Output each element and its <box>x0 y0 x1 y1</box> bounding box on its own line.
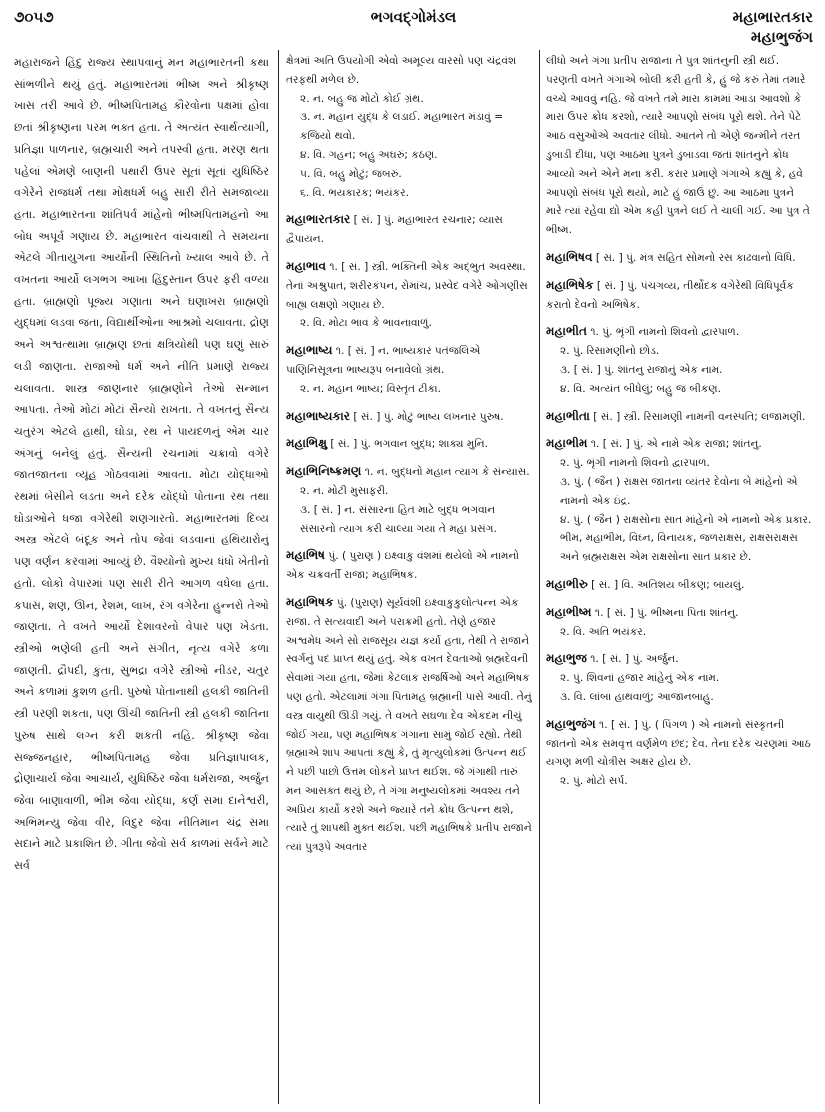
entry-sense: ૨. ન. બહુ જ મોટો કોઈ ગ્રંથ. <box>300 92 424 105</box>
entry-sense: ૨. પું. રિસામણીનો છોડ. <box>560 345 660 358</box>
dictionary-entry <box>546 603 812 642</box>
entry-headword: મહાભિષવ <box>546 249 593 264</box>
page-header <box>14 6 813 46</box>
entry-headword: મહાભિક્ષુ <box>286 436 327 451</box>
entry-headword: મહાભીષ્મ <box>546 604 592 619</box>
entry-sense: ૨. ન. મોટી મુસાફરી. <box>300 484 389 497</box>
dictionary-entry <box>286 434 534 454</box>
entry-headword: મહાભાવ <box>286 258 326 273</box>
entry-headword: મહાભાષ્યકાર <box>286 408 351 423</box>
dictionary-entry <box>286 52 534 202</box>
entry-headword: મહાભીતા <box>546 408 590 423</box>
entry-sense: [ સં. ] પું. પંચગવ્ય, તીર્થોદક વગેરેથી વિધિપૂર્વક કરાતો દેવનો અભિષેક. <box>546 279 794 311</box>
entry-headword: મહાભારતકાર <box>286 212 351 227</box>
entry-sense: [ સં. ] પું. મહાભારત રચનાર; વ્યાસ દ્વૈપાયન. <box>286 214 503 246</box>
column-rule <box>539 50 540 1104</box>
dictionary-entry <box>546 52 812 240</box>
dictionary-entry <box>546 575 812 595</box>
entry-sense: ૬. વિ. ભયકારક; ભયંકર. <box>300 186 409 199</box>
column-2 <box>286 52 534 1104</box>
entry-sense: ૧. [ સં. ] પું. એ નામે એક રાજા; શાંતનુ. <box>590 438 762 451</box>
entry-sense: ૨. વિ. મોટા ભાવ કે ભાવનાવાળું. <box>300 317 432 330</box>
entry-sense: ૪. વિ. અત્યંત બીધેલું; બહુ જ બીકણ. <box>560 382 721 395</box>
entry-sense: ૧. ન. બુદ્ધનો મહાન ત્યાગ કે સંન્યાસ. <box>364 466 530 479</box>
entry-sense: ૩. [ સં. ] પું. શાંતનુ રાજાનું એક નામ. <box>560 363 723 376</box>
entry-sense: ૧. [ સં. ] સ્ત્રી. ભક્તિની એક અદ્ભુત અવસ્થા. તેનાં અશ્રુપાત, શરીરકંપન, રોમાંચ, પ્રસ્વેદ વગેરે ઓગણીસ બાહ્ય લક્ષણો ગણાય છે. <box>286 260 528 311</box>
entry-sense: [ સં. ] સ્ત્રી. રિસામણી નામની વનસ્પતિ; લજામણી. <box>593 410 806 423</box>
entry-headword: મહાભિષેક <box>546 277 594 292</box>
entry-sense: ૨. પું. મોટો સર્પ. <box>560 775 628 788</box>
dictionary-entry <box>286 257 534 333</box>
entry-sense: ૩. [ સં. ] ન. સંસારના હિત માટે બુદ્ધ ભગવાન સંસારનો ત્યાગ કરી ચાલ્યા ગયા તે મહા પ્રસંગ. <box>300 503 497 535</box>
entry-headword: મહાભિષ <box>286 548 325 563</box>
entry-sense: ક્ષેત્રમાં અતિ ઉપયોગી એવો અમૂલ્ય વારસો પણ ચંદ્રવંશ તરફથી મળેલ છે. <box>286 55 517 86</box>
entry-sense: ૧. [ સં. ] ન. ભાષ્યકાર પતંજલિએ પાણિનિસૂત્રના ભાષ્યરૂપ બનાવેલો ગ્રંથ. <box>286 345 481 376</box>
page-number: ૭૦૫૭ <box>14 8 54 26</box>
book-title: ભગવદ્ગોમંડલ <box>370 8 457 26</box>
entry-headword: મહાભુજંગ <box>546 716 596 731</box>
dictionary-entry <box>546 276 812 315</box>
entry-headword: મહાભીમ <box>546 436 588 451</box>
entry-sense: [ સં. ] પું. ભગવાન બુદ્ધ; શાક્ય મુનિ. <box>330 438 488 451</box>
dictionary-entry <box>546 649 812 706</box>
entry-sense: ૧. પું. ભૃંગી નામનો શિવનો દ્વારપાળ. <box>590 326 740 339</box>
entry-sense: ૧. [ સં. ] પું. ભીષ્મના પિતા શાંતનુ. <box>594 606 739 619</box>
entry-headword: મહાભુજ <box>546 651 587 666</box>
column-3 <box>546 52 812 1104</box>
entry-sense: ૨. વિ. અતિ ભયંકર. <box>560 625 647 638</box>
entry-sense: ૧. [ સં. ] પું. અર્જુન. <box>590 653 679 666</box>
dictionary-entry <box>546 407 812 427</box>
entry-headword: મહાભીત <box>546 324 587 339</box>
entry-headword: મહાભીરુ <box>546 576 588 591</box>
dictionary-entry <box>286 407 534 427</box>
entry-sense: ૪. વિ. ગહન; બહુ અઘરું; કઠણ. <box>300 148 438 161</box>
dictionary-entry <box>286 341 534 398</box>
entry-sense: ૨. પું. ભૃંગી નામનો શિવનો દ્વારપાળ. <box>560 457 710 470</box>
entry-sense: ૫. વિ. બહુ મોટું; જબરું. <box>300 167 402 180</box>
entry-sense: પું. (પુરાણ) સૂર્યવંશી ઇક્ષ્વાકુકુલોત્પન્ન એક રાજા. તે સત્યવાદી અને પરાક્રમી હતો. તેણે હજાર અશ્વમેધ અને સો રાજસૂય યજ્ઞ કર્યા હતા, તેથી તે રાજાને સ્વર્ગનું પદ પ્રાપ્ત થયું હતું. એક વખત દેવતાઓ બ્રહ્મદેવની સેવામાં ગયા હતા, જેમાં કેટલાક રાજર્ષિઓ અને મહાભિષક પણ હતો. એટલામાં ગંગા પિતામહ બ્રહ્માની પાસે આવી. તેનું વસ્ત્ર વાયુથી ઊડી ગયું. તે વખતે સઘળા દેવ એકદમ નીચું જોઈ ગયા, પણ મહાભિષક ગંગાના સામું જોઈ રહ્યો. તેથી બ્રહ્માએ શાપ આપતાં કહ્યું કે, તું મૃત્યુલોકમાં ઉત્પન્ન થઈ ને પછી પાછો ઉત્તમ લોકને પ્રાપ્ત થઈશ. જે ગંગાથી તારું મન આસક્ત થયું છે, તે ગંગા મનુષ્યલોકમાં અવશ્ય તને અપ્રિય કાર્યો કરશે અને જ્યારે તને ક્રોધ ઉત્પન્ન થશે, ત્યારે તું શાપથી મુક્ત થઈશ. પછી મહાભિષકે પ્રતીપ રાજાને ત્યાં પુત્રરૂપે અવતાર <box>286 596 532 854</box>
continued-entry-text: મહારાજને હિંદુ રાજ્ય સ્થાપવાનું મન મહાભારતની કથા સાંભળીને થયું હતું. મહાભારતમાં ભીષ્મ અને શ્રીકૃષ્ણ ખાસ તરી આવે છે. ભીષ્મપિતામહ કૌરવોના પક્ષમાં હોવા છતાં શ્રીકૃષ્ણના પરમ ભક્ત હતા. તે અત્યંત સ્વાર્થત્યાગી, પ્રતિજ્ઞા પાળનાર, બ્રહ્મચારી અને તપસ્વી હતા. મરણ થતા પહેલાં એમણે બાણની પથારી ઉપર સૂતાં સૂતાં યુધિષ્ઠિર વગેરેને રાજધર્મ તથા મોક્ષધર્મ બહુ સારી રીતે સમજાવ્યા હતા. મહાભારતના શાંતિપર્વ માંહેનો ભીષ્મપિતામહનો આ બોધ અપૂર્વ ગણાય છે. મહાભારત વાંચવાથી તે સમયના એટલે ગીતાયુગના આર્યોની સ્થિતિનો ખ્યાલ આવે છે. તે વખતના આર્યો લગભગ આખા હિંદુસ્તાન ઉપર ફરી વળ્યા હતા. બ્રાહ્મણો પૂજ્ય ગણાતા અને ઘણાખરા બ્રાહ્મણો યુદ્ધમાં લડવા જતા, વિદ્યાર્થીઓના આશ્રમો ચલાવતા. દ્રોણ અને અશ્વત્થામા બ્રાહ્મણ છતાં ક્ષત્રિયોથી પણ ઘણું સારું લડી જાણતા. રાજાઓ ધર્મ અને નીતિ પ્રમાણે રાજ્ય ચલાવતા. શાસ્ત્ર જાણનાર બ્રાહ્મણોને તેઓ સન્માન આપતા. તેઓ મોટાં મોટાં સૈન્યો રાખતા. તે વખતનું સૈન્ય ચતુરંગ એટલે હાથી, ઘોડા, રથ ને પાયદળનું એમ ચાર અંગનું બનેલું હતું. સૈન્યની રચનામાં ચક્રાવો વગેરે જાતજાતના વ્યૂહ ગોઠવવામાં આવતા. મોટા યોદ્ધાઓ રથમાં બેસીને લડતા અને દરેક યોદ્ધો પોતાના રથ તથા ઘોડાઓને ધજા વગેરેથી શણગારતો. મહાભારતમાં દિવ્ય અસ્ત્ર એટલે બંદૂક અને તોપ જેવાં લડવાનાં હથિયારોનું પણ વર્ણન કરવામાં આવ્યું છે. વૈશ્યોનો મુખ્ય ધંધો ખેતીનો હતો. લોકો વેપારમાં પણ સારી રીતે આગળ વધેલા હતા. કપાસ, શણ, ઊન, રેશમ, લાખ, રંગ વગેરેના હુન્નરો તેઓ જાણતા. તે વખતે આર્યો દેશાવરનો વેપાર પણ ખેડતા. સ્ત્રીઓ ભણેલી હતી અને સંગીત, નૃત્ય વગેરે કળા જાણતી. દ્રૌપદી, કુંતા, સુભદ્રા વગેરે સ્ત્રીઓ નીડર, ચતુર અને કળામાં કુશળ હતી. પુરુષો પોતાનાથી હલકી જાતિની સ્ત્રી પરણી શકતા, પણ ઊંચી જાતિની સ્ત્રી હલકી જાતિના પુરુષ સાથે લગ્ન કરી શકતી નહિ. શ્રીકૃષ્ણ જેવા સજ્જનહાર, ભીષ્મપિતામહ જેવા પ્રતિજ્ઞાપાલક, દ્રોણાચાર્ય જેવા આચાર્ય, યુધિષ્ઠિર જેવા ધર્મરાજા, અર્જુન જેવા બાણાવાળી, ભીમ જેવા યોદ્ધા, કર્ણ સમા દાનેશ્વરી, અભિમન્યુ જેવા વીર, વિદુર જેવા નીતિમાન ચંદ્ર સમા સદાને માટે પ્રકાશિત છે. ગીતા જેવો સર્વ કાળમાં સર્વને માટે સર્વ <box>14 56 269 873</box>
entry-sense: ૩. પું. ( જૈન ) રાક્ષસ જાતના વ્યંતર દેવોના બે માંહેનો એ નામનો એક ઇંદ્ર. <box>560 475 798 507</box>
dictionary-entry <box>546 322 812 398</box>
dictionary-entry <box>286 546 534 585</box>
dictionary-entry <box>546 248 812 268</box>
entry-sense: ૩. વિ. લાંબા હાથવાળું; આજાનબાહુ. <box>560 690 714 703</box>
entry-headword: મહાભાષ્ય <box>286 343 333 358</box>
dictionary-entry <box>286 210 534 249</box>
entry-sense: પું. ( પુરાણ ) ઇક્ષ્વાકુ વંશમાં થયેલો એ નામનો એક ચક્રવર્તી રાજા; મહાભિષક. <box>286 550 520 582</box>
entry-sense: ૨. પું. શિવનાં હજાર માંહેનું એક નામ. <box>560 672 720 685</box>
entry-sense: ૪. પું. ( જૈન ) રાક્ષસોના સાત માંહેનો એ નામનો એક પ્રકાર. ભીમ, મહાભીમ, વિઘ્ન, વિનાયક, જળરાક્ષસ, રાક્ષસરાક્ષસ અને બ્રહ્મરાક્ષસ એમ રાક્ષસોના સાત પ્રકાર છે. <box>560 513 812 564</box>
column-1 <box>14 52 269 1104</box>
dictionary-entry <box>546 434 812 567</box>
guide-word-last: મહાભુજંગ <box>750 28 813 46</box>
entry-headword: મહાભિનિષ્ક્રમણ <box>286 464 362 479</box>
dictionary-entry <box>286 593 534 857</box>
entry-sense: ૩. ન. મહાન યુદ્ધ કે લડાઈ. મહાભારત મંડાવું = કજિયો થવો. <box>300 111 504 143</box>
entry-sense: ૧. [ સં. ] પું. ( પિંગળ ) એ નામનો સંસ્કૃતની જાતનો એક સમવૃત્ત વર્ણમેળ છંદ; દેવ. તેના દરેક ચરણમાં આઠ યગણ મળી ચોત્રીસ અક્ષર હોય છે. <box>546 718 811 769</box>
entry-headword: મહાભિષક <box>286 594 334 609</box>
entry-sense: લીધો અને ગંગા પ્રતીપ રાજાના તે પુત્ર શાંતનુની સ્ત્રી થઈ. પરણતી વખતે ગંગાએ બોલી કરી હતી કે, હું જે કરું તેમાં તમારે વચ્ચે આવવું નહિ. જે વખતે તમે મારા કામમાં આડા આવશો કે મારા ઉપર ક્રોધ કરશો, ત્યારે આપણો સંબંધ પૂરો થશે. તેને પેટે આઠ વસુઓએ અવતાર લીધો. આતને તો એણે જન્મીને તરત ડુબાડી દીધા, પણ આઠમા પુત્રને ડુબાડવા જતાં શાંતનુને ક્રોધ આવ્યો અને એને મના કરી. કરાર પ્રમાણે ગંગાએ કહ્યું કે, હવે આપણો સંબંધ પૂરો થયો, માટે હું જાઉં છું. આ આઠમા પુત્રને મારે ત્યાં રહેવા દ્યો એમ કહી પુત્રને લઈ તે ચાલી ગઈ. આ પુત્ર તે ભીષ્મ. <box>546 55 810 237</box>
entry-sense: ૨. ન. મહાન ભાષ્ય; વિસ્તૃત ટીકા. <box>300 382 442 395</box>
entry-sense: [ સં. ] પું. મંત્ર સહિત સોમનો રસ કાઢવાનો વિધિ. <box>595 251 796 264</box>
column-rule <box>278 50 279 1104</box>
dictionary-entry <box>546 715 812 791</box>
entry-sense: [ સં. ] પું. મોટું ભાષ્ય લખનાર પુરુષ. <box>353 410 504 423</box>
guide-word-first: મહાભારતકાર <box>732 8 813 26</box>
entry-sense: [ સં. ] વિ. અતિશય બીકણ; બાયલું. <box>591 578 745 591</box>
dictionary-entry <box>286 462 534 538</box>
